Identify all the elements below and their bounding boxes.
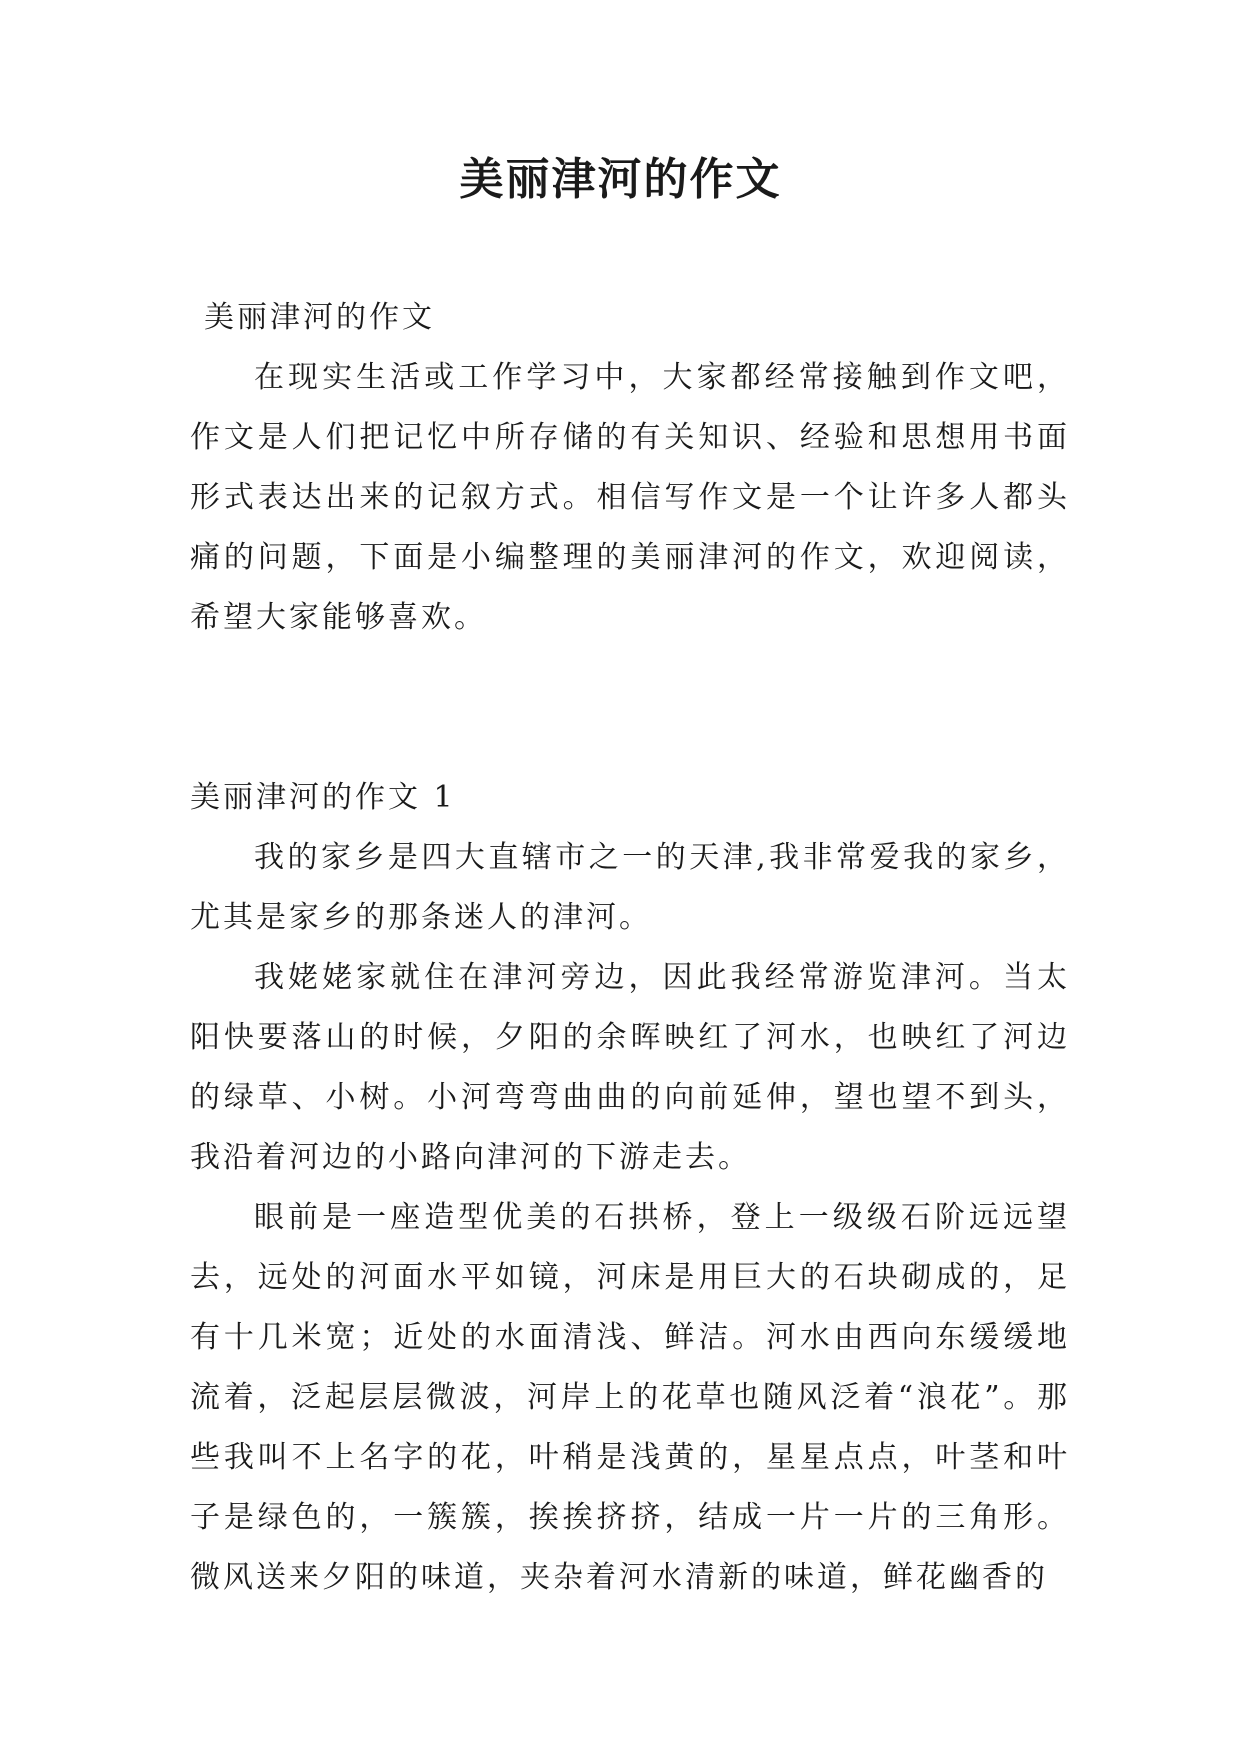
body-paragraph-2: 我姥姥家就住在津河旁边，因此我经常游览津河。当太阳快要落山的时候，夕阳的余晖映红了河水，也映红了河边的绿草、小树。小河弯弯曲曲的向前延伸，望也望不到头，我沿着河边的小路向津河的下游走去。 bbox=[190, 960, 1070, 1175]
section-spacer bbox=[190, 648, 1070, 768]
body-paragraph-1: 我的家乡是四大直辖市之一的天津,我非常爱我的家乡，尤其是家乡的那条迷人的津河。 bbox=[190, 840, 1070, 935]
section-heading: 美丽津河的作文 1 bbox=[190, 780, 456, 815]
body-paragraph-3: 眼前是一座造型优美的石拱桥，登上一级级石阶远远望去，远处的河面水平如镜，河床是用巨大的石块砌成的，足有十几米宽；近处的水面清浅、鲜洁。河水由西向东缓缓地流着，泛起层层微波，河岸上的花草也随风泛着“浪花”。那些我叫不上名字的花，叶稍是浅黄的，星星点点，叶茎和叶子是绿色的，一簇簇，挨挨挤挤，结成一片一片的三角形。微风送来夕阳的味道，夹杂着河水清新的味道，鲜花幽香的 bbox=[190, 1200, 1070, 1595]
intro-paragraph: 在现实生活或工作学习中，大家都经常接触到作文吧，作文是人们把记忆中所存储的有关知识、经验和思想用书面形式表达出来的记叙方式。相信写作文是一个让许多人都头痛的问题，下面是小编整理的美丽津河的作文，欢迎阅读，希望大家能够喜欢。 bbox=[190, 360, 1070, 635]
intro-heading: 美丽津河的作文 bbox=[204, 300, 435, 335]
document-title: 美丽津河的作文 bbox=[459, 154, 782, 205]
document-body bbox=[190, 288, 1070, 1608]
